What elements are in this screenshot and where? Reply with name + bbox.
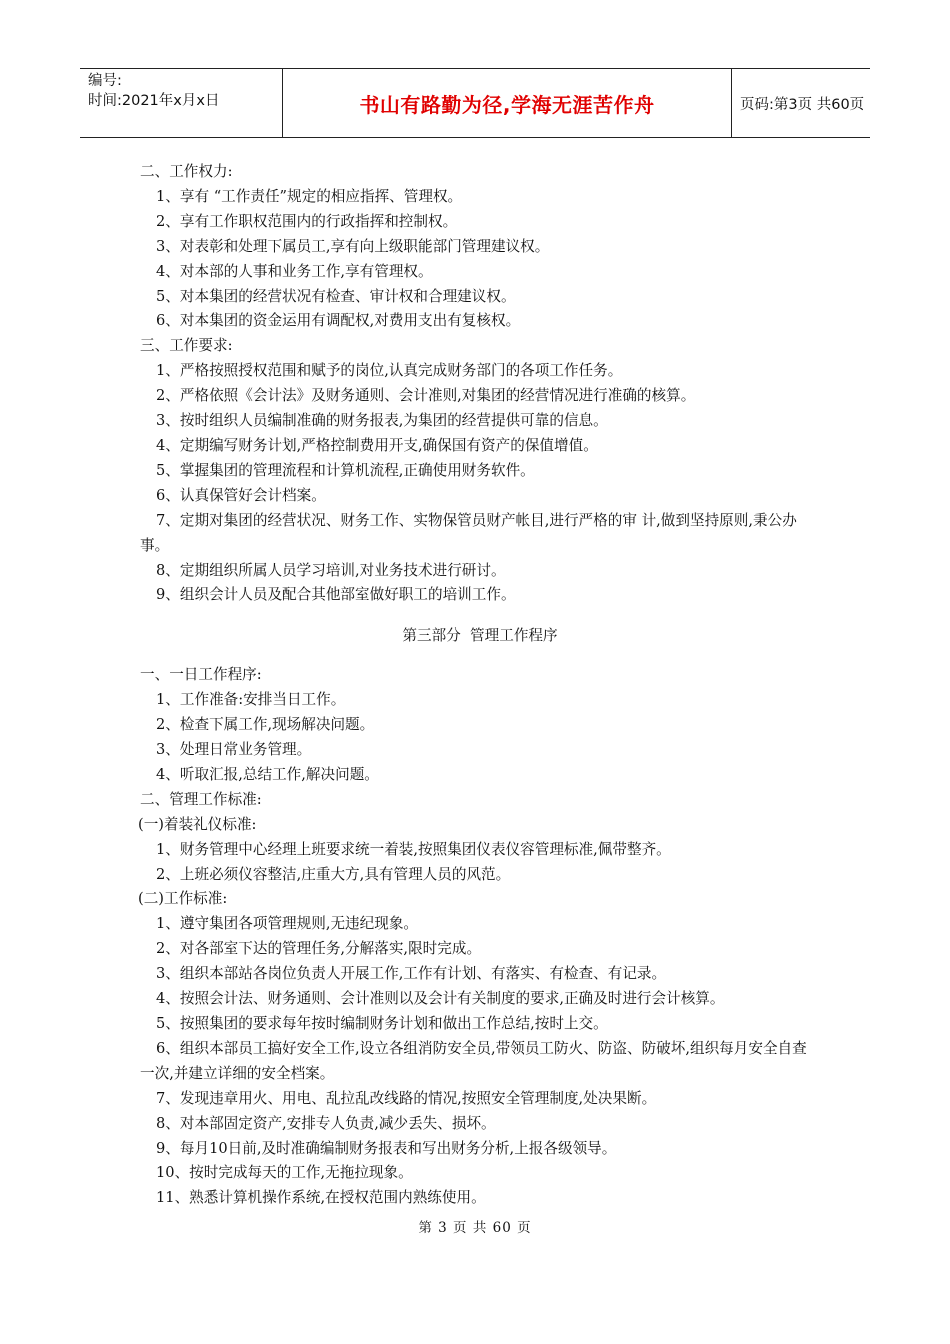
list-item: 3、对表彰和处理下属员工,享有向上级职能部门管理建议权。 bbox=[156, 237, 550, 255]
list-item: 9、每月10日前,及时准确编制财务报表和写出财务分析,上报各级领导。 bbox=[156, 1139, 617, 1157]
list-item: 9、组织会计人员及配合其他部室做好职工的培训工作。 bbox=[156, 586, 516, 604]
list-item: 3、处理日常业务管理。 bbox=[156, 741, 312, 759]
section-heading: 二、工作权力: bbox=[140, 163, 233, 180]
list-item: 8、定期组织所属人员学习培训,对业务技术进行研讨。 bbox=[156, 561, 506, 579]
list-item: 3、按时组织人员编制准确的财务报表,为集团的经营提供可靠的信息。 bbox=[156, 412, 608, 430]
section-heading: 一、一日工作程序: bbox=[140, 666, 262, 684]
header-motto: 书山有路勤为径,学海无涯苦作舟 bbox=[282, 69, 732, 137]
header-page-info: 页码:第3页 共60页 bbox=[740, 96, 865, 113]
list-item: 7、发现违章用火、用电、乱拉乱改线路的情况,按照安全管理制度,处决果断。 bbox=[156, 1089, 657, 1107]
list-item: 1、工作准备:安排当日工作。 bbox=[156, 691, 346, 709]
time-label: 时间:2021年x月x日 bbox=[88, 93, 220, 109]
subsection-heading: (二)工作标准: bbox=[138, 890, 228, 908]
list-item: 6、认真保管好会计档案。 bbox=[156, 486, 326, 504]
list-item: 1、遵守集团各项管理规则,无违纪现象。 bbox=[156, 915, 419, 933]
list-item: 11、熟悉计算机操作系统,在授权范围内熟练使用。 bbox=[156, 1189, 486, 1207]
list-item: 4、按照会计法、财务通则、会计准则以及会计有关制度的要求,正确及时进行会计核算。 bbox=[156, 990, 725, 1008]
list-item: 7、定期对集团的经营状况、财务工作、实物保管员财产帐目,进行严格的审 计,做到坚持原则,秉公办事。 bbox=[140, 511, 797, 554]
page-header bbox=[80, 68, 870, 138]
list-item: 5、对本集团的经营状况有检查、审计权和合理建议权。 bbox=[156, 287, 516, 305]
list-item: 4、定期编写财务计划,严格控制费用开支,确保国有资产的保值增值。 bbox=[156, 436, 598, 454]
list-item: 6、组织本部员工搞好安全工作,设立各组消防安全员,带领员工防火、防盗、防破坏,组织每月安全自查一次,并建立详细的安全档案。 bbox=[140, 1039, 807, 1082]
part-title: 第三部分 管理工作程序 bbox=[402, 627, 558, 645]
list-item: 2、上班必须仪容整洁,庄重大方,具有管理人员的风范。 bbox=[156, 865, 511, 883]
list-item: 1、财务管理中心经理上班要求统一着装,按照集团仪表仪容管理标准,佩带整齐。 bbox=[156, 840, 671, 858]
list-item: 2、检查下属工作,现场解决问题。 bbox=[156, 716, 375, 734]
page-footer: 第 3 页 共 60 页 bbox=[418, 1220, 532, 1236]
list-item: 1、享有 “工作责任”规定的相应指挥、管理权。 bbox=[156, 187, 463, 205]
list-item: 4、听取汇报,总结工作,解决问题。 bbox=[156, 765, 379, 783]
header-meta bbox=[80, 69, 282, 137]
list-item: 1、严格按照授权范围和赋予的岗位,认真完成财务部门的各项工作任务。 bbox=[156, 362, 623, 380]
list-item: 2、对各部室下达的管理任务,分解落实,限时完成。 bbox=[156, 940, 482, 958]
code-label: 编号: bbox=[88, 73, 122, 89]
subsection-heading: (一)着装礼仪标准: bbox=[138, 815, 257, 833]
list-item: 5、掌握集团的管理流程和计算机流程,正确使用财务软件。 bbox=[156, 461, 535, 479]
list-item: 4、对本部的人事和业务工作,享有管理权。 bbox=[156, 262, 433, 280]
document-body bbox=[140, 160, 820, 1211]
section-heading: 三、工作要求: bbox=[140, 337, 233, 355]
list-item: 10、按时完成每天的工作,无拖拉现象。 bbox=[156, 1164, 413, 1182]
list-item: 3、组织本部站各岗位负责人开展工作,工作有计划、有落实、有检查、有记录。 bbox=[156, 965, 667, 983]
section-heading: 二、管理工作标准: bbox=[140, 790, 262, 808]
list-item: 6、对本集团的资金运用有调配权,对费用支出有复核权。 bbox=[156, 312, 521, 330]
list-item: 8、对本部固定资产,安排专人负责,减少丢失、损坏。 bbox=[156, 1114, 496, 1132]
list-item: 2、享有工作职权范围内的行政指挥和控制权。 bbox=[156, 212, 458, 230]
list-item: 5、按照集团的要求每年按时编制财务计划和做出工作总结,按时上交。 bbox=[156, 1015, 608, 1032]
list-item: 2、严格依照《会计法》及财务通则、会计准则,对集团的经营情况进行准确的核算。 bbox=[156, 387, 696, 405]
